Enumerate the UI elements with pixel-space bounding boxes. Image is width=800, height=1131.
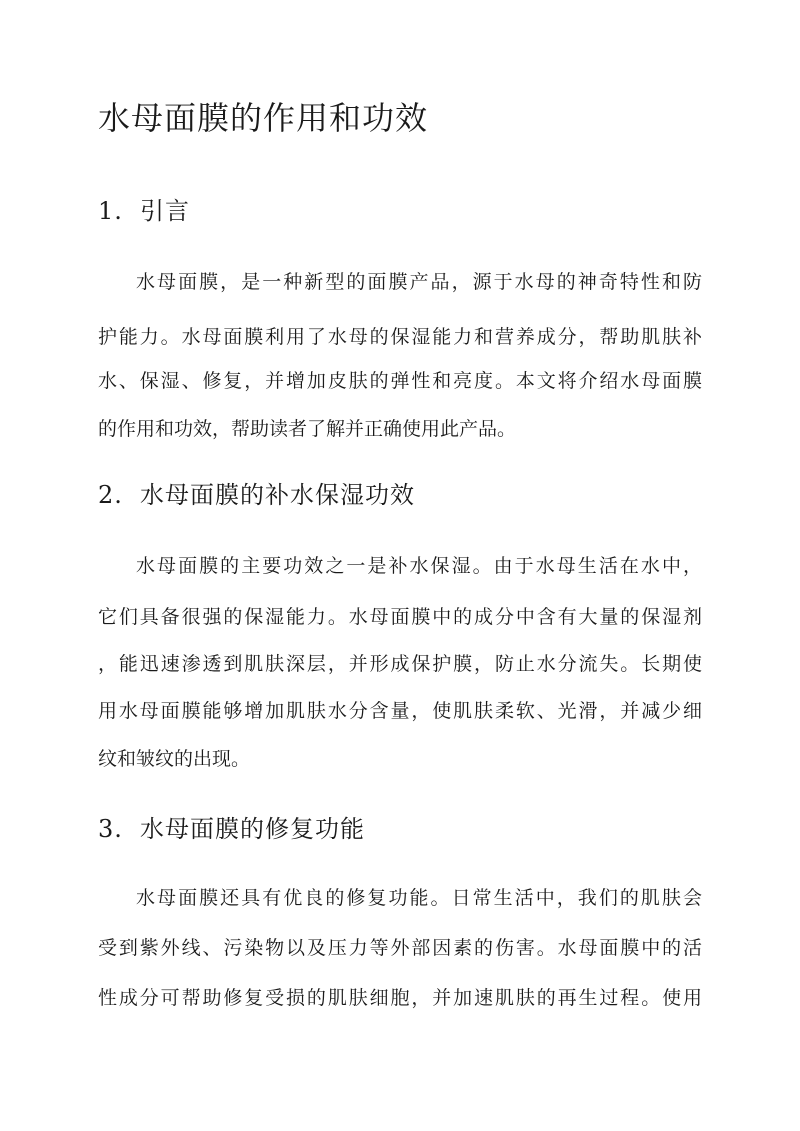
paragraph-line: 水母面膜，是一种新型的面膜产品，源于水母的神奇特性和防 bbox=[136, 271, 702, 293]
section-title: 水母面膜的修复功能 bbox=[140, 815, 365, 843]
paragraph-line: ，能迅速渗透到肌肤深层，并形成保护膜，防止水分流失。长期使 bbox=[98, 653, 702, 675]
section-title: 水母面膜的补水保湿功效 bbox=[140, 481, 415, 509]
section-title: 引言 bbox=[140, 197, 190, 225]
paragraph-line: 它们具备很强的保湿能力。水母面膜中的成分中含有大量的保湿剂 bbox=[98, 606, 702, 628]
paragraph-line: 性成分可帮助修复受损的肌肤细胞，并加速肌肤的再生过程。使用 bbox=[98, 987, 702, 1009]
paragraph-line: 护能力。水母面膜利用了水母的保湿能力和营养成分，帮助肌肤补 bbox=[98, 326, 702, 348]
paragraph-line: 水母面膜的主要功效之一是补水保湿。由于水母生活在水中， bbox=[136, 555, 702, 577]
section-heading-hydration bbox=[98, 478, 415, 512]
section-heading-introduction bbox=[98, 194, 190, 228]
section-number: 1. bbox=[98, 197, 123, 225]
paragraph-line: 水母面膜还具有优良的修复功能。日常生活中，我们的肌肤会 bbox=[136, 887, 702, 909]
paragraph-line: 的作用和功效，帮助读者了解并正确使用此产品。 bbox=[98, 418, 517, 440]
section-number: 3. bbox=[98, 815, 123, 843]
section-heading-repair bbox=[98, 812, 365, 846]
paragraph-line: 受到紫外线、污染物以及压力等外部因素的伤害。水母面膜中的活 bbox=[98, 937, 702, 959]
paragraph-line: 纹和皱纹的出现。 bbox=[98, 748, 251, 770]
section-number: 2. bbox=[98, 481, 123, 509]
paragraph-line: 水、保湿、修复，并增加皮肤的弹性和亮度。本文将介绍水母面膜 bbox=[98, 370, 702, 392]
paragraph-line: 用水母面膜能够增加肌肤水分含量，使肌肤柔软、光滑，并减少细 bbox=[98, 700, 702, 722]
document-title: 水母面膜的作用和功效 bbox=[98, 99, 429, 137]
